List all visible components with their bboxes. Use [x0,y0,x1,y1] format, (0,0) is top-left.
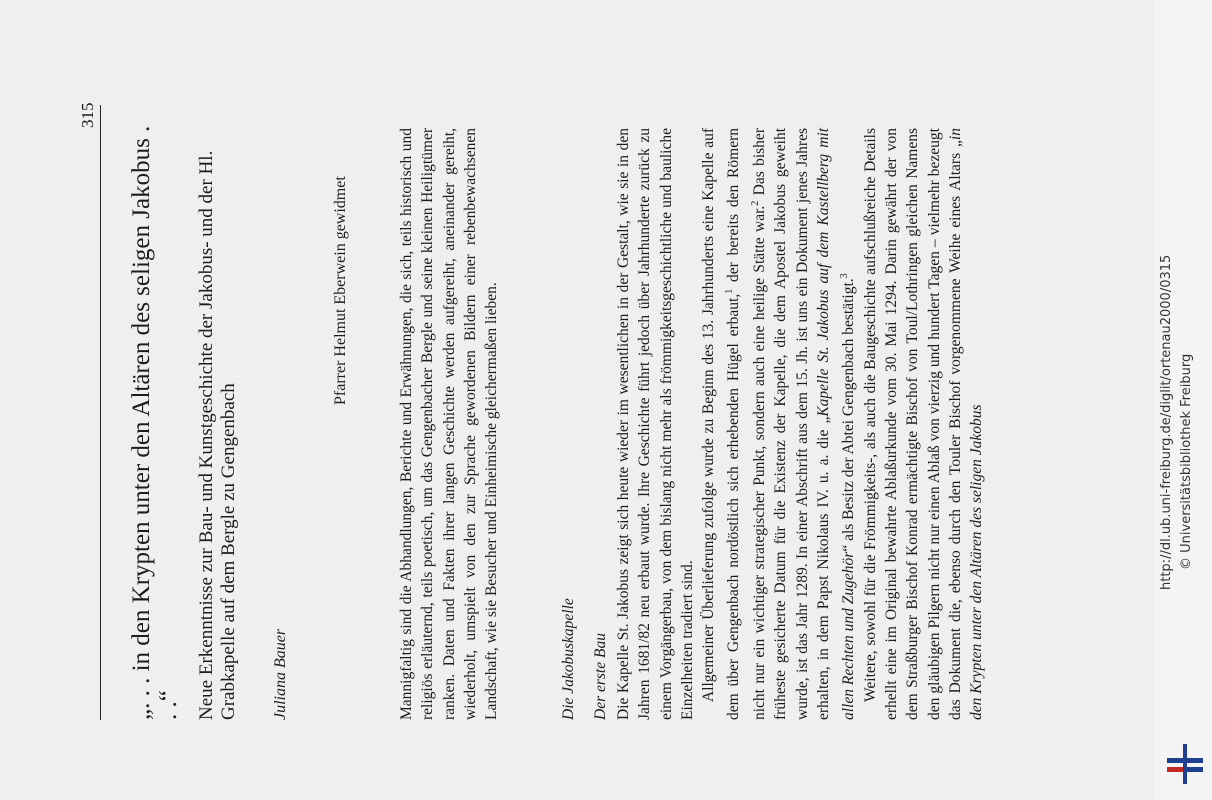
intro-text: Mannigfaltig sind die Abhandlungen, Berichte und Erwähnungen, die sich, teils historisch und religiös erläuternd, teils poetisch, um das Gengenbacher Bergle und seine kleinen Heiligtümer ranken. Daten und Fakten ihrer langen Geschichte werden aufgereiht, aneinander gereiht, wiederholt, umspielt von den zur Sprache gewordenen Bildern einer rebenbewachsenen Landschaft, wie sie Besucher und Einheimische gleichermaßen lieben. [398,128,501,720]
p2-quote: Kapelle St. Jakobus auf dem Kastellberg mit allen Rechten und Zugehör [814,127,858,720]
p2-text-a: Allgemeiner Überlieferung zufolge wurde zu Beginn des 13. Jahrhunderts eine Kapelle auf dem über Gengenbach nordöstlich sich erhebenden Hügel erbaut, [700,128,743,720]
p2-text-c: Das bisher früheste gesicherte Datum für die Existenz der Kapelle, die dem Apostel Jakobus geweiht wurde, ist das Jahr 1289. In einer Abschrift aus dem 15. Jh. ist uns ein Dokument jenes Jahres erhalten, in dem Papst Nikolaus IV. u. a. die „ [751,128,832,720]
section-heading: Die Jakobuskapelle [560,598,577,720]
page-number: 315 [78,102,97,128]
library-logo-icon [1163,742,1207,786]
footnote-ref: 2 [749,200,761,206]
p3-quote: in den Krypten unter den Altären des seligen Jakobus [946,128,986,720]
p3-text-a: Weitere, sowohl für die Frömmigkeits-, als auch die Baugeschichte aufschlußreiche Details erhellt eine im Original bewahrte Ablaßurkunde vom 30. Mai 1294. Darin gewährt der von dem Straßburger Bischof Konrad ermächtigte Bischof von Toul/Lothringen gleichen Namens den gläubigen Pilgern nicht nur einen Ablaß von vierzig und hundert Tagen – vielmehr bezeugt das Dokument die, ebenso durch den Touler Bischof vorgenommene Weihe eines Altars „ [861,128,964,720]
top-rule [100,105,101,720]
intro-paragraph [396,128,502,720]
main-text [613,128,988,720]
author: Juliana Bauer [272,628,289,720]
p2-text-d: “ als Besitz der Abtei Gengenbach bestätigt. [840,278,858,552]
p2-text-b: der bereits den Römern nicht nur ein wichtiger strategischer Punkt, sondern auch eine heilige Stätte war. [725,128,769,720]
dedication: Pfarrer Helmut Eberwein gewidmet [332,176,349,405]
paragraph-1: Die Kapelle St. Jakobus zeigt sich heute wieder im wesentlichen in der Gestalt, wie sie in den Jahren 1681/82 neu erbaut wurde. Ihre Geschichte führt jedoch über Jahrhunderte zurück zu einem Vorgängerbau, von dem bislang nicht mehr als frömmigkeitsgeschichtliche und bauliche Einzelheiten tradiert sind. [615,128,696,720]
copyright-notice: © Universitätsbibliothek Freiburg [1179,353,1194,570]
article-title: „. . . in den Krypten unter den Altären des seligen Jakobus . . .“ [128,125,182,720]
source-url[interactable]: http://dl.ub.uni-freiburg.de/diglit/ortenau2000/0315 [1159,254,1174,590]
paragraph-2 [698,128,860,720]
paragraph-3 [860,128,988,720]
footnote-ref: 1 [724,288,736,294]
article-subtitle: Neue Erkenntnisse zur Bau- und Kunstgeschichte der Jakobus- und der Hl. Grabkapelle auf dem Bergle zu Gengenbach [196,150,239,720]
subsection-heading: Der erste Bau [592,633,609,720]
footnote-ref: 3 [839,273,851,279]
